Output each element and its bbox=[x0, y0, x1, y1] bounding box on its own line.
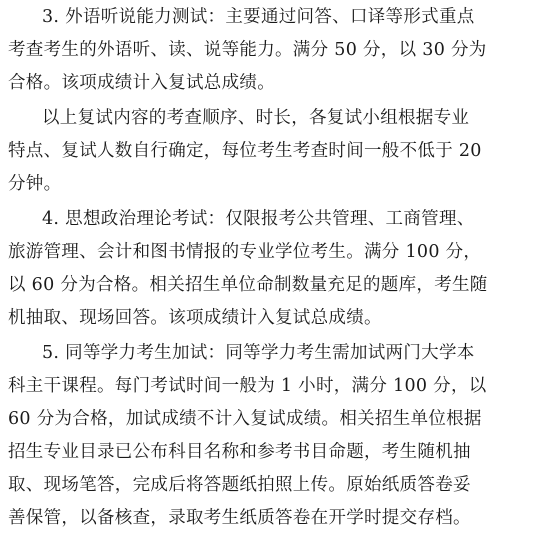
paragraph-4-line-2: 科主干课程。每门考试时间一般为 1 小时，满分 100 分，以 bbox=[8, 376, 487, 396]
paragraph-1-line-1: 3. 外语听说能力测试：主要通过问答、口译等形式重点 bbox=[42, 7, 475, 27]
paragraph-1-line-2: 考查考生的外语听、读、说等能力。满分 50 分，以 30 分为 bbox=[8, 40, 487, 60]
paragraph-3-line-3: 以 60 分为合格。相关招生单位命制数量充足的题库，考生随 bbox=[8, 275, 488, 295]
paragraph-2-line-1: 以上复试内容的考查顺序、时长，各复试小组根据专业 bbox=[42, 108, 470, 128]
paragraph-4-line-4: 招生专业目录已公布科目名称和参考书目命题，考生随机抽 bbox=[8, 442, 471, 462]
paragraph-3-line-1: 4. 思想政治理论考试：仅限报考公共管理、工商管理、 bbox=[42, 209, 475, 229]
paragraph-4-line-1: 5. 同等学力考生加试：同等学力考生需加试两门大学本 bbox=[42, 343, 475, 363]
paragraph-4-line-5: 取、现场笔答，完成后将答题纸拍照上传。原始纸质答卷妥 bbox=[8, 475, 471, 495]
paragraph-4-line-3: 60 分为合格，加试成绩不计入复试成绩。相关招生单位根据 bbox=[8, 409, 482, 429]
paragraph-2-line-2: 特点、复试人数自行确定，每位考生考查时间一般不低于 20 bbox=[8, 141, 482, 161]
paragraph-2-line-3: 分钟。 bbox=[8, 174, 62, 194]
paragraph-1-line-3: 合格。该项成绩计入复试总成绩。 bbox=[8, 73, 275, 93]
paragraph-3-line-2: 旅游管理、会计和图书情报的专业学位考生。满分 100 分， bbox=[8, 242, 482, 262]
paragraph-4-line-6: 善保管，以备核查，录取考生纸质答卷在开学时提交存档。 bbox=[8, 508, 471, 528]
paragraph-3-line-4: 机抽取、现场回答。该项成绩计入复试总成绩。 bbox=[8, 308, 382, 328]
